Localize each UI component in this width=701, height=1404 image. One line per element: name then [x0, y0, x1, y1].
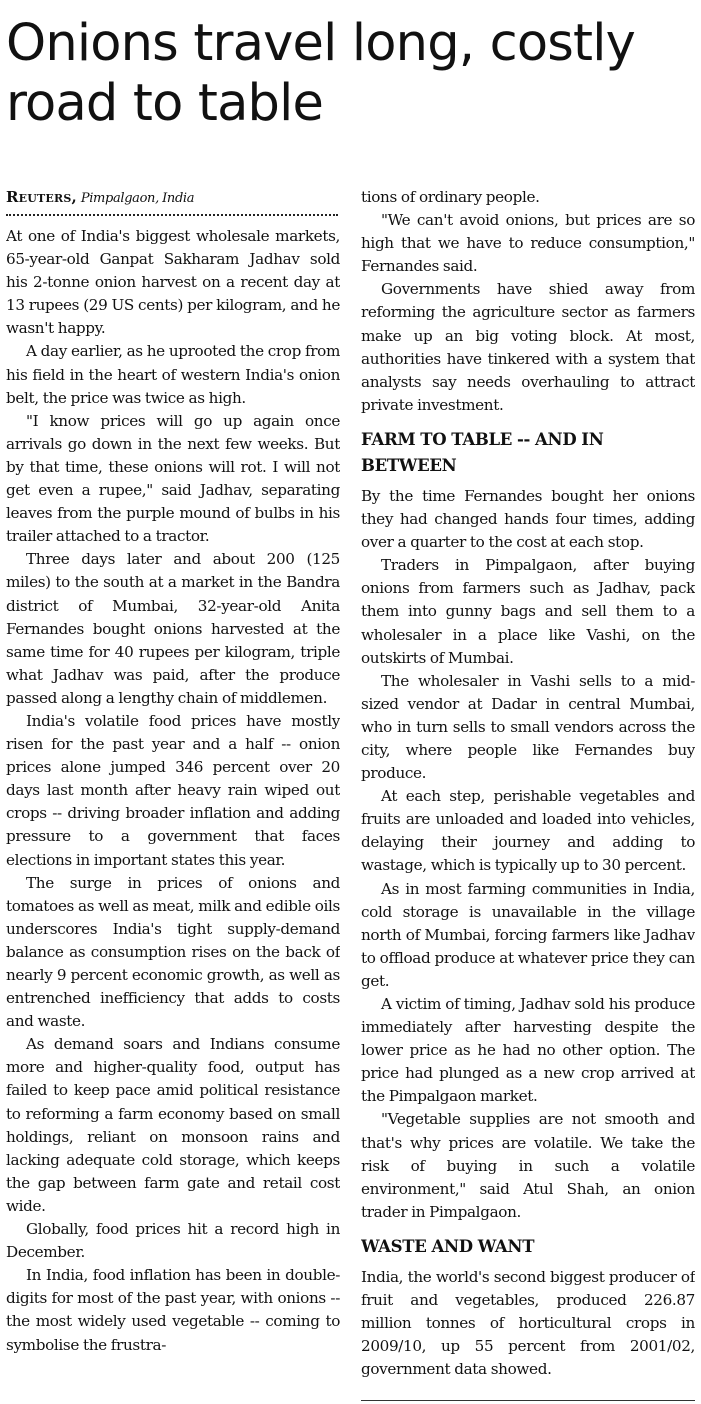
article-column-right: [361, 186, 695, 1400]
paragraph: A victim of timing, Jadhav sold his produce immediately after harvesting despite the lower price as he had no other option. The price had plunged as a new crop arrived at the Pimpalgaon market.: [361, 995, 695, 1106]
paragraph: Governments have shied away from reforming the agriculture sector as farmers make up an big voting block. At most, authorities have tinkered with a system that analysts say needs overhauling to attract private investment.: [361, 280, 695, 414]
paragraph: By the time Fernandes bought her onions they had changed hands four times, adding over a quarter to the cost at each stop.: [361, 486, 695, 552]
paragraph: "I know prices will go up again once arrivals go down in the next few weeks. But by that time, these onions will rot. I will not get even a rupee," said Jadhav, separating leaves from the purple mound of bulbs in his trailer attached to a tractor.: [6, 411, 340, 546]
paragraph: "We can't avoid onions, but prices are so high that we have to reduce consumption," Fernandes said.: [361, 211, 695, 276]
dotted-rule: [6, 214, 338, 216]
paragraph: "Vegetable supplies are not smooth and that's why prices are volatile. We take the risk of buying in such a volatile environment," said Atul Shah, an onion trader in Pimpalgaon.: [361, 1110, 695, 1221]
subheading-farm-to-table: FARM TO TABLE -- AND IN BETWEEN: [361, 429, 604, 475]
paragraph: As in most farming communities in India, cold storage is unavailable in the village north of Mumbai, forcing farmers like Jadhav to offload produce at whatever price they can get.: [361, 879, 695, 990]
headline: Onions travel long, costly road to table: [6, 14, 635, 133]
paragraph: The surge in prices of onions and tomatoes as well as meat, milk and edible oils underscores India's tight supply-demand balance as consumption rises on the back of nearly 9 percent economic growth, as well as entrenched inefficiency that adds to costs and waste.: [6, 873, 340, 1031]
paragraph: As demand soars and Indians consume more and higher-quality food, output has failed to keep pace amid political resistance to reforming a farm economy based on small holdings, reliant on monsoon rains and lacking adequate cold storage, which keeps the gap between farm gate and retail cost wide.: [6, 1035, 340, 1215]
paragraph: The wholesaler in Vashi sells to a mid-sized vendor at Dadar in central Mumbai, who in turn sells to small vendors across the city, where people like Fernandes buy produce.: [361, 671, 695, 783]
byline-dateline: Pimpalgaon, India: [80, 191, 195, 206]
byline-agency: Reuters,: [6, 188, 77, 206]
subheading-waste-and-want: WASTE AND WANT: [361, 1236, 535, 1256]
paragraph: In India, food inflation has been in double-digits for most of the past year, with onions -- the most widely used vegetable -- coming to symbolise the frustra-: [6, 1266, 340, 1354]
paragraph-continuation: tions of ordinary people.: [361, 188, 540, 206]
paragraph: Traders in Pimpalgaon, after buying onions from farmers such as Jadhav, pack them into gunny bags and sell them to a wholesaler in a place like Vashi, on the outskirts of Mumbai.: [361, 556, 695, 667]
bottom-rule: [361, 1400, 695, 1401]
paragraph: At one of India's biggest wholesale markets, 65-year-old Ganpat Sakharam Jadhav sold his 2-tonne onion harvest on a recent day at 13 rupees (29 US cents) per kilogram, and he wasn't happy.: [6, 227, 340, 338]
paragraph: At each step, perishable vegetables and fruits are unloaded and loaded into vehicles, delaying their journey and adding to wastage, which is typically up to 30 percent.: [361, 787, 695, 875]
paragraph: India, the world's second biggest producer of fruit and vegetables, produced 226.87 million tonnes of horticultural crops in 2009/10, up 55 percent from 2001/02, government data showed.: [361, 1267, 695, 1379]
paragraph: India's volatile food prices have mostly risen for the past year and a half -- onion prices alone jumped 346 percent over 20 days last month after heavy rain wiped out crops -- driving broader inflation and adding pressure to a government that faces elections in important states this year.: [6, 711, 340, 869]
article-column-left: [6, 186, 340, 1400]
byline: [6, 186, 340, 210]
paragraph: Three days later and about 200 (125 miles) to the south at a market in the Bandra district of Mumbai, 32-year-old Anita Fernandes bought onions harvested at the same time for 40 rupees per kilogram, triple what Jadhav was paid, after the produce passed along a lengthy chain of middlemen.: [6, 550, 340, 707]
paragraph: A day earlier, as he uprooted the crop from his field in the heart of western India's onion belt, the price was twice as high.: [6, 342, 340, 407]
paragraph: Globally, food prices hit a record high in December.: [6, 1220, 340, 1262]
